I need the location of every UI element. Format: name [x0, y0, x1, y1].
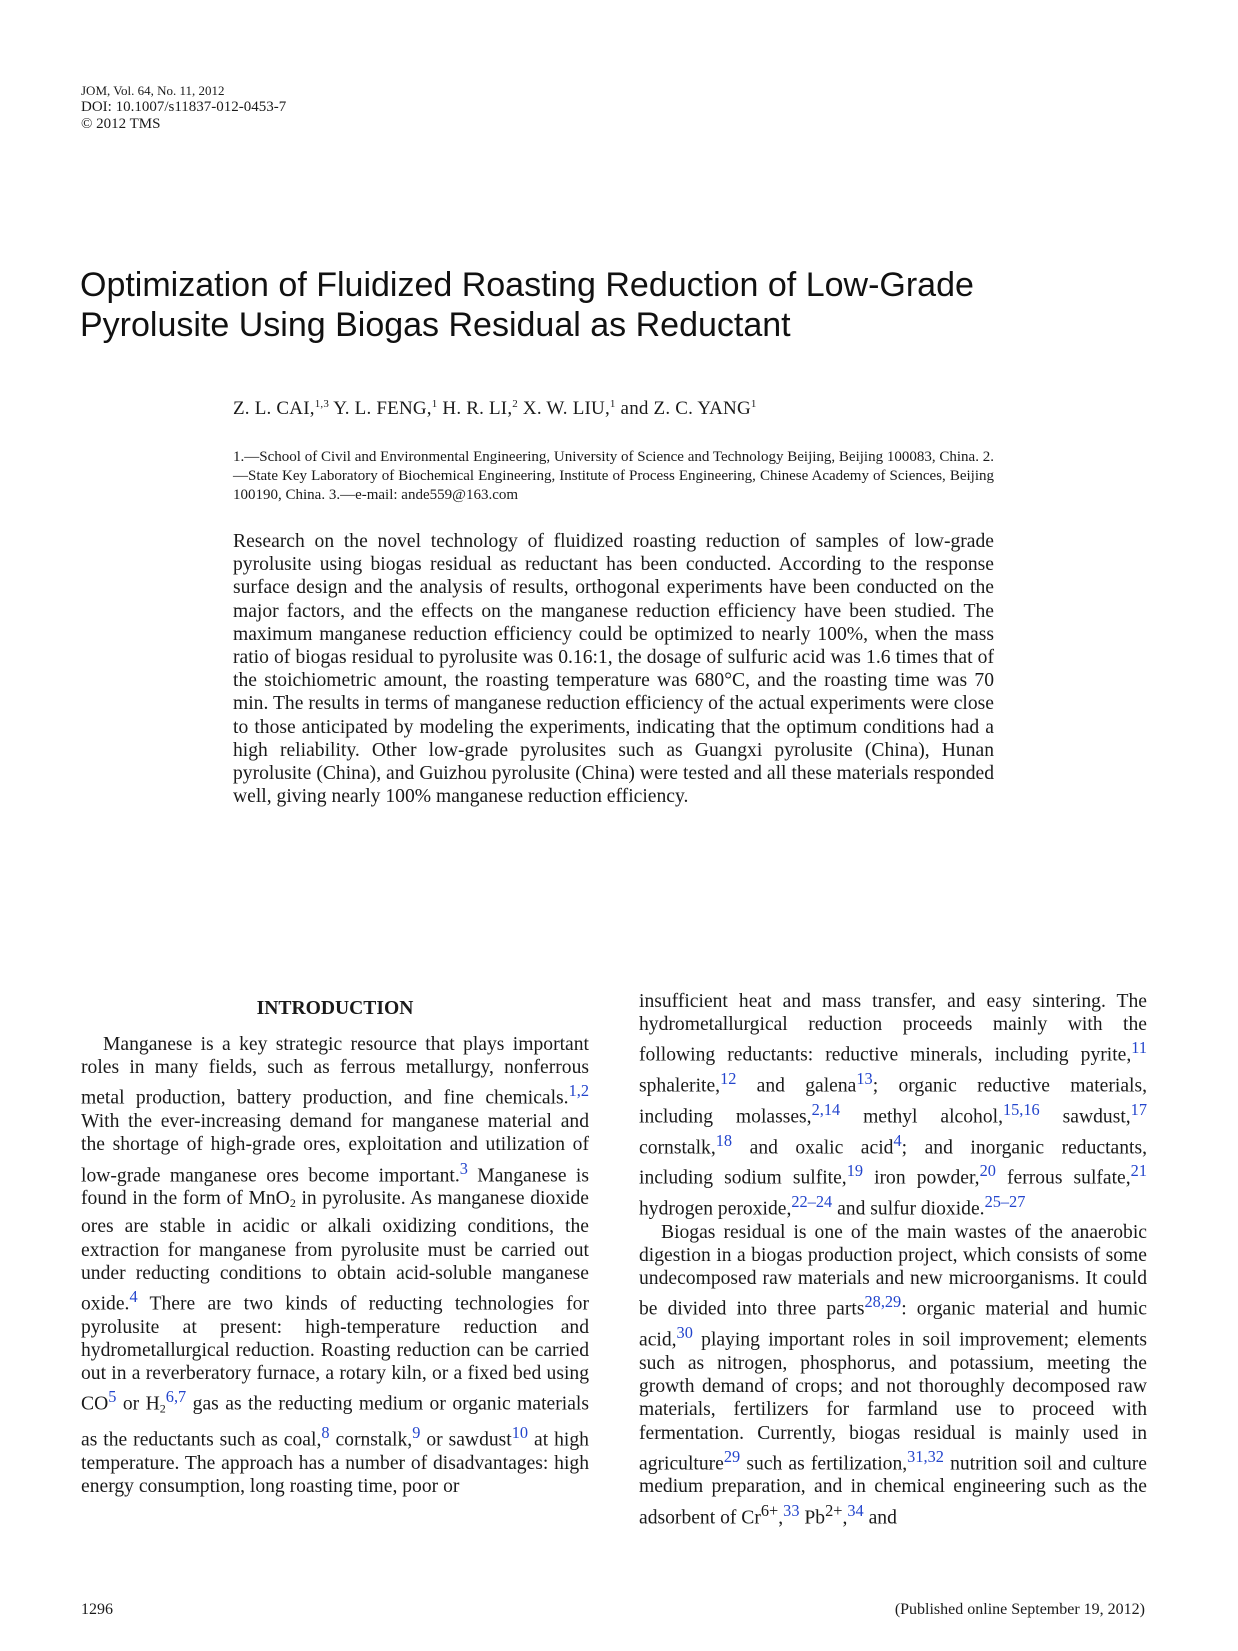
citation-link[interactable]: 4: [129, 1287, 138, 1307]
author-affil-sup: 2: [512, 398, 518, 410]
citation-link[interactable]: 25–27: [984, 1192, 1026, 1212]
text-run: There are two kinds of reducting technologies for pyrolusite at present: high-temperature reduction and hydrometallurgical reduction. Roasting reduction can be carried out in a reverberatory furnace, a rotary kiln, or a fixed bed using CO: [81, 1293, 589, 1415]
citation-link[interactable]: 31,32: [907, 1446, 944, 1466]
citation-link[interactable]: 34: [847, 1500, 864, 1520]
citation-link[interactable]: 10: [511, 1423, 529, 1443]
author-list: [233, 398, 757, 420]
citation-link[interactable]: 2,14: [811, 1099, 841, 1119]
journal-meta: [81, 82, 286, 133]
publication-date: (Published online September 19, 2012): [894, 1601, 1145, 1618]
doi-line: DOI: 10.1007/s11837-012-0453-7: [81, 99, 287, 115]
text-run: gas as the reducting medium or organic materials as the reductants such as coal,: [81, 1393, 589, 1451]
citation-link[interactable]: 19: [846, 1161, 864, 1181]
citation-link[interactable]: 13: [856, 1069, 873, 1089]
journal-line: JOM, Vol. 64, No. 11, 2012: [81, 83, 225, 98]
author-name: X. W. LIU,: [517, 398, 610, 419]
text-run: ; organic reductive materials, including molasses,: [639, 1075, 1147, 1128]
text-run: nutrition soil and culture medium preparation, and in chemical engineering such as the adsorbent of Cr: [639, 1453, 1147, 1529]
text-run: or H: [116, 1393, 160, 1415]
title-line-1: Optimization of Fluidized Roasting Reduction of Low-Grade: [80, 266, 974, 304]
citation-link[interactable]: 15,16: [1002, 1099, 1040, 1119]
citation-link[interactable]: 22–24: [791, 1192, 833, 1212]
text-run: ,: [778, 1507, 784, 1529]
author-affil-sup: 1,3: [314, 398, 330, 410]
text-run: at high temperature. The approach has a number of disadvantages: high energy consumption, long roasting time, poor or: [81, 1429, 589, 1498]
paper-title: [80, 265, 1160, 345]
citation-link[interactable]: 11: [1131, 1038, 1147, 1058]
citation-link[interactable]: 17: [1130, 1099, 1147, 1119]
citation-link[interactable]: 4: [893, 1130, 902, 1150]
text-run: playing important roles in soil improvement; elements such as nitrogen, phosphorus, and potassium, meeting the growth demand of crops; and not thoroughly decomposed raw materials, fertilizers for farmland use to proceed with fermentation. Currently, biogas residual is mainly used in agriculture: [639, 1329, 1147, 1475]
author-name: Z. L. CAI,: [233, 398, 315, 419]
subscript: 2: [289, 1196, 296, 1211]
author-affil-sup: 1: [431, 398, 438, 410]
citation-link[interactable]: 1,2: [568, 1081, 589, 1101]
text-run: ,: [842, 1507, 848, 1529]
citation-link[interactable]: 9: [412, 1423, 421, 1443]
intro-paragraph-2-continued: [639, 990, 1147, 1221]
citation-link[interactable]: 21: [1130, 1161, 1147, 1181]
intro-paragraph-1: [81, 1033, 589, 1498]
citation-link[interactable]: 29: [723, 1446, 741, 1466]
citation-link[interactable]: 18: [715, 1130, 733, 1150]
citation-link[interactable]: 5: [108, 1387, 117, 1407]
text-run: and: [863, 1507, 897, 1529]
citation-link[interactable]: 8: [321, 1423, 330, 1443]
abstract: Research on the novel technology of fluidized roasting reduction of samples of low-grade pyrolusite using biogas residual as reductant has been conducted. According to the response surface design and the analysis of results, orthogonal experiments have been conducted on the major factors, and the effects on the manganese reduction efficiency have been studied. The maximum manganese reduction efficiency could be optimized to nearly 100%, when the mass ratio of biogas residual to pyrolusite was 0.16:1, the dosage of sulfuric acid was 1.6 times that of the stoichiometric amount, the roasting temperature was 680°C, and the roasting time was 70 min. The results in terms of manganese reduction efficiency of the actual experiments were close to those anticipated by modeling the experiments, indicating that the optimum conditions had a high reliability. Other low-grade pyrolusites such as Guangxi pyrolusite (China), Hunan pyrolusite (China), and Guizhou pyrolusite (China) were tested and all these materials responded well, giving nearly 100% manganese reduction efficiency.: [233, 531, 994, 808]
author-name: H. R. LI,: [437, 398, 513, 419]
author-affil-sup: 1: [750, 398, 757, 410]
citation-link[interactable]: 6,7: [165, 1387, 187, 1407]
text-run: iron powder,: [863, 1167, 980, 1189]
citation-link[interactable]: 12: [720, 1069, 737, 1089]
citation-link[interactable]: 20: [979, 1161, 996, 1181]
author-affil-sup: 1: [609, 398, 616, 410]
text-run: methyl alcohol,: [840, 1106, 1003, 1128]
text-run: ; and inorganic reductants, including sodium sulfite,: [639, 1137, 1147, 1189]
citation-link[interactable]: 33: [783, 1500, 800, 1520]
left-column: [81, 1033, 589, 1498]
text-run: in pyrolusite. As manganese dioxide ores are stable in acidic or alkali oxidizing conditions, the extraction for manganese from pyrolusite must be carried out under reducting conditions to obtain acid-soluble manganese oxide.: [81, 1188, 589, 1315]
text-run: such as fertilization,: [740, 1453, 908, 1475]
text-run: Manganese is a key strategic resource that plays important roles in many fields, such as ferrous metallurgy, nonferrous metal production, battery production, and fine chemicals.: [81, 1034, 589, 1109]
text-run: Manganese is found in the form of MnO: [81, 1165, 590, 1210]
intro-paragraph-3: [639, 1221, 1147, 1530]
citation-link[interactable]: 30: [676, 1323, 693, 1343]
citation-link[interactable]: 28,29: [864, 1292, 902, 1312]
title-line-2: Pyrolusite Using Biogas Residual as Reductant: [80, 306, 791, 344]
text-run: Biogas residual is one of the main wastes of the anaerobic digestion in a biogas production project, which consists of some undecomposed raw materials and new microorganisms. It could be divided into three parts: [639, 1221, 1147, 1320]
text-run: ferrous sulfate,: [995, 1167, 1131, 1189]
ion-charge-sup: 2+: [825, 1500, 843, 1520]
text-run: and galena: [736, 1075, 857, 1097]
text-run: insufficient heat and mass transfer, and easy sintering. The hydrometallurgical reduction proceeds mainly with the following reductants: reductive minerals, including pyrite,: [639, 991, 1147, 1066]
citation-link[interactable]: 3: [459, 1158, 468, 1178]
text-run: and sulfur dioxide.: [832, 1198, 985, 1220]
text-run: sawdust,: [1039, 1106, 1131, 1128]
section-heading-introduction: INTRODUCTION: [256, 998, 414, 1019]
text-run: cornstalk,: [329, 1429, 413, 1451]
author-name: and Z. C. YANG: [615, 398, 751, 419]
text-run: or sawdust: [420, 1429, 512, 1451]
affiliations: 1.—School of Civil and Environmental Engineering, University of Science and Technology Beijing, Beijing 100083, China. 2.—State Key Laboratory of Biochemical Engineering, Institute of Process Engineering, Chinese Academy of Sciences, Beijing 100190, China. 3.—e-mail: ande559@163.com: [233, 449, 994, 503]
text-run: : organic material and humic acid,: [639, 1298, 1148, 1351]
text-run: and oxalic acid: [732, 1137, 894, 1159]
right-column: [639, 990, 1147, 1529]
ion-charge-sup: 6+: [760, 1500, 779, 1520]
subscript: 2: [159, 1401, 166, 1416]
text-run: sphalerite,: [639, 1075, 721, 1097]
text-run: cornstalk,: [639, 1137, 716, 1159]
author-name: Y. L. FENG,: [329, 398, 432, 419]
text-run: hydrogen peroxide,: [639, 1198, 792, 1220]
page-number: 1296: [81, 1601, 113, 1618]
text-run: With the ever-increasing demand for manganese material and the shortage of high-grade ores, exploitation and utilization of low-grade manganese ores become important.: [81, 1111, 589, 1187]
copyright-line: © 2012 TMS: [81, 116, 161, 132]
text-run: Pb: [799, 1507, 826, 1529]
